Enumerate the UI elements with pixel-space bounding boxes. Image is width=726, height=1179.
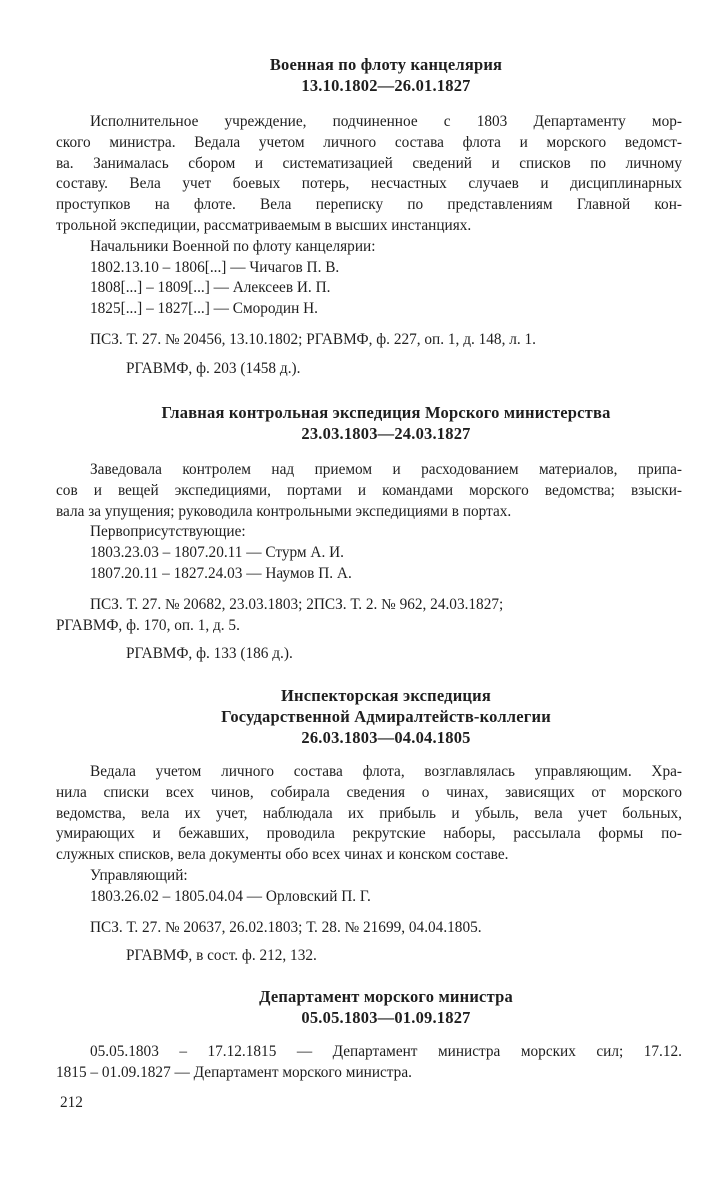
legal-references: ПСЗ. Т. 27. № 20682, 23.03.1803; 2ПСЗ. Т. 2. № 962, 24.03.1827; РГАВМФ, ф. 170, оп. 1, д. 5. (56, 595, 504, 634)
heads-label: Управляющий: (90, 866, 188, 884)
archive-fund: РГАВМФ, ф. 203 (1458 д.). (126, 359, 301, 377)
section-description: Заведовала контролем над приемом и расходованием материалов, припа- сов и вещей экспедициями, портами и командами морского ведомства; взыски- вала за упущения; руководила контрольными экспедициями в портах. (56, 461, 682, 520)
head-entry: 1803.23.03 – 1807.20.11 — Стурм А. И. (90, 544, 344, 562)
section-title: Департамент морского министра 05.05.1803—01.09.1827 (259, 987, 513, 1027)
head-entry: 1807.20.11 – 1827.24.03 — Наумов П. А. (90, 564, 352, 582)
heads-label: Начальники Военной по флоту канцелярии: (90, 237, 376, 255)
archive-fund: РГАВМФ, ф. 133 (186 д.). (126, 645, 293, 663)
section-inspektorskaya-ekspeditsiya (56, 685, 682, 967)
section-departament-ministra (56, 986, 682, 1084)
heads-label: Первоприсутствующие: (90, 523, 246, 541)
section-title: Главная контрольная экспедиция Морского министерства 23.03.1803—24.03.1827 (161, 403, 611, 443)
section-title: Инспекторская экспедиция Государственной Адмиралтейств-коллегии 26.03.1803—04.04.1805 (221, 686, 551, 747)
section-title: Военная по флоту канцелярия 13.10.1802—26.01.1827 (269, 55, 503, 95)
section-voennaya-kantselyariya (56, 54, 682, 380)
head-entry: 1803.26.02 – 1805.04.04 — Орловский П. Г. (90, 887, 371, 905)
archive-fund: РГАВМФ, в сост. ф. 212, 132. (126, 947, 317, 965)
page-number: 212 (60, 1094, 83, 1111)
section-description: Ведала учетом личного состава флота, возглавлялась управляющим. Хра- нила списки всех чинов, собирала сведения о чинах, зависящих от морского ведомства, вела их учет, наблюдала их прибыль и убыль, вела учет больных, умирающих и бежавших, проводила рекрутские наборы, рассылала формы по- служных списков, вела документы обо всех чинах и конском составе. (56, 763, 682, 864)
head-entry: 1825[...] – 1827[...] — Смородин Н. (90, 300, 318, 318)
head-entry: 1802.13.10 – 1806[...] — Чичагов П. В. (90, 258, 340, 276)
legal-references: ПСЗ. Т. 27. № 20456, 13.10.1802; РГАВМФ, ф. 227, оп. 1, д. 148, л. 1. (90, 330, 536, 348)
head-entry: 1808[...] – 1809[...] — Алексеев И. П. (90, 279, 331, 297)
section-description: Исполнительное учреждение, подчиненное с 1803 Департаменту мор- ского министра. Ведала учетом личного состава флота и морского ведомст- ва. Занималась сбором и систематизацией сведений и списков по личному составу. Вела учет боевых потерь, несчастных случаев и дисциплинарных проступков на флоте. Вела переписку по представлениям Главной кон- трольной экспедиции, рассматриваемым в высших инстанциях. (56, 113, 682, 234)
legal-references: ПСЗ. Т. 27. № 20637, 26.02.1803; Т. 28. № 21699, 04.04.1805. (90, 918, 482, 936)
section-kontrolnaya-ekspeditsiya (56, 402, 682, 665)
section-description: 05.05.1803 – 17.12.1815 — Департамент министра морских сил; 17.12. 1815 – 01.09.1827 — Департамент морского министра. (56, 1043, 682, 1081)
